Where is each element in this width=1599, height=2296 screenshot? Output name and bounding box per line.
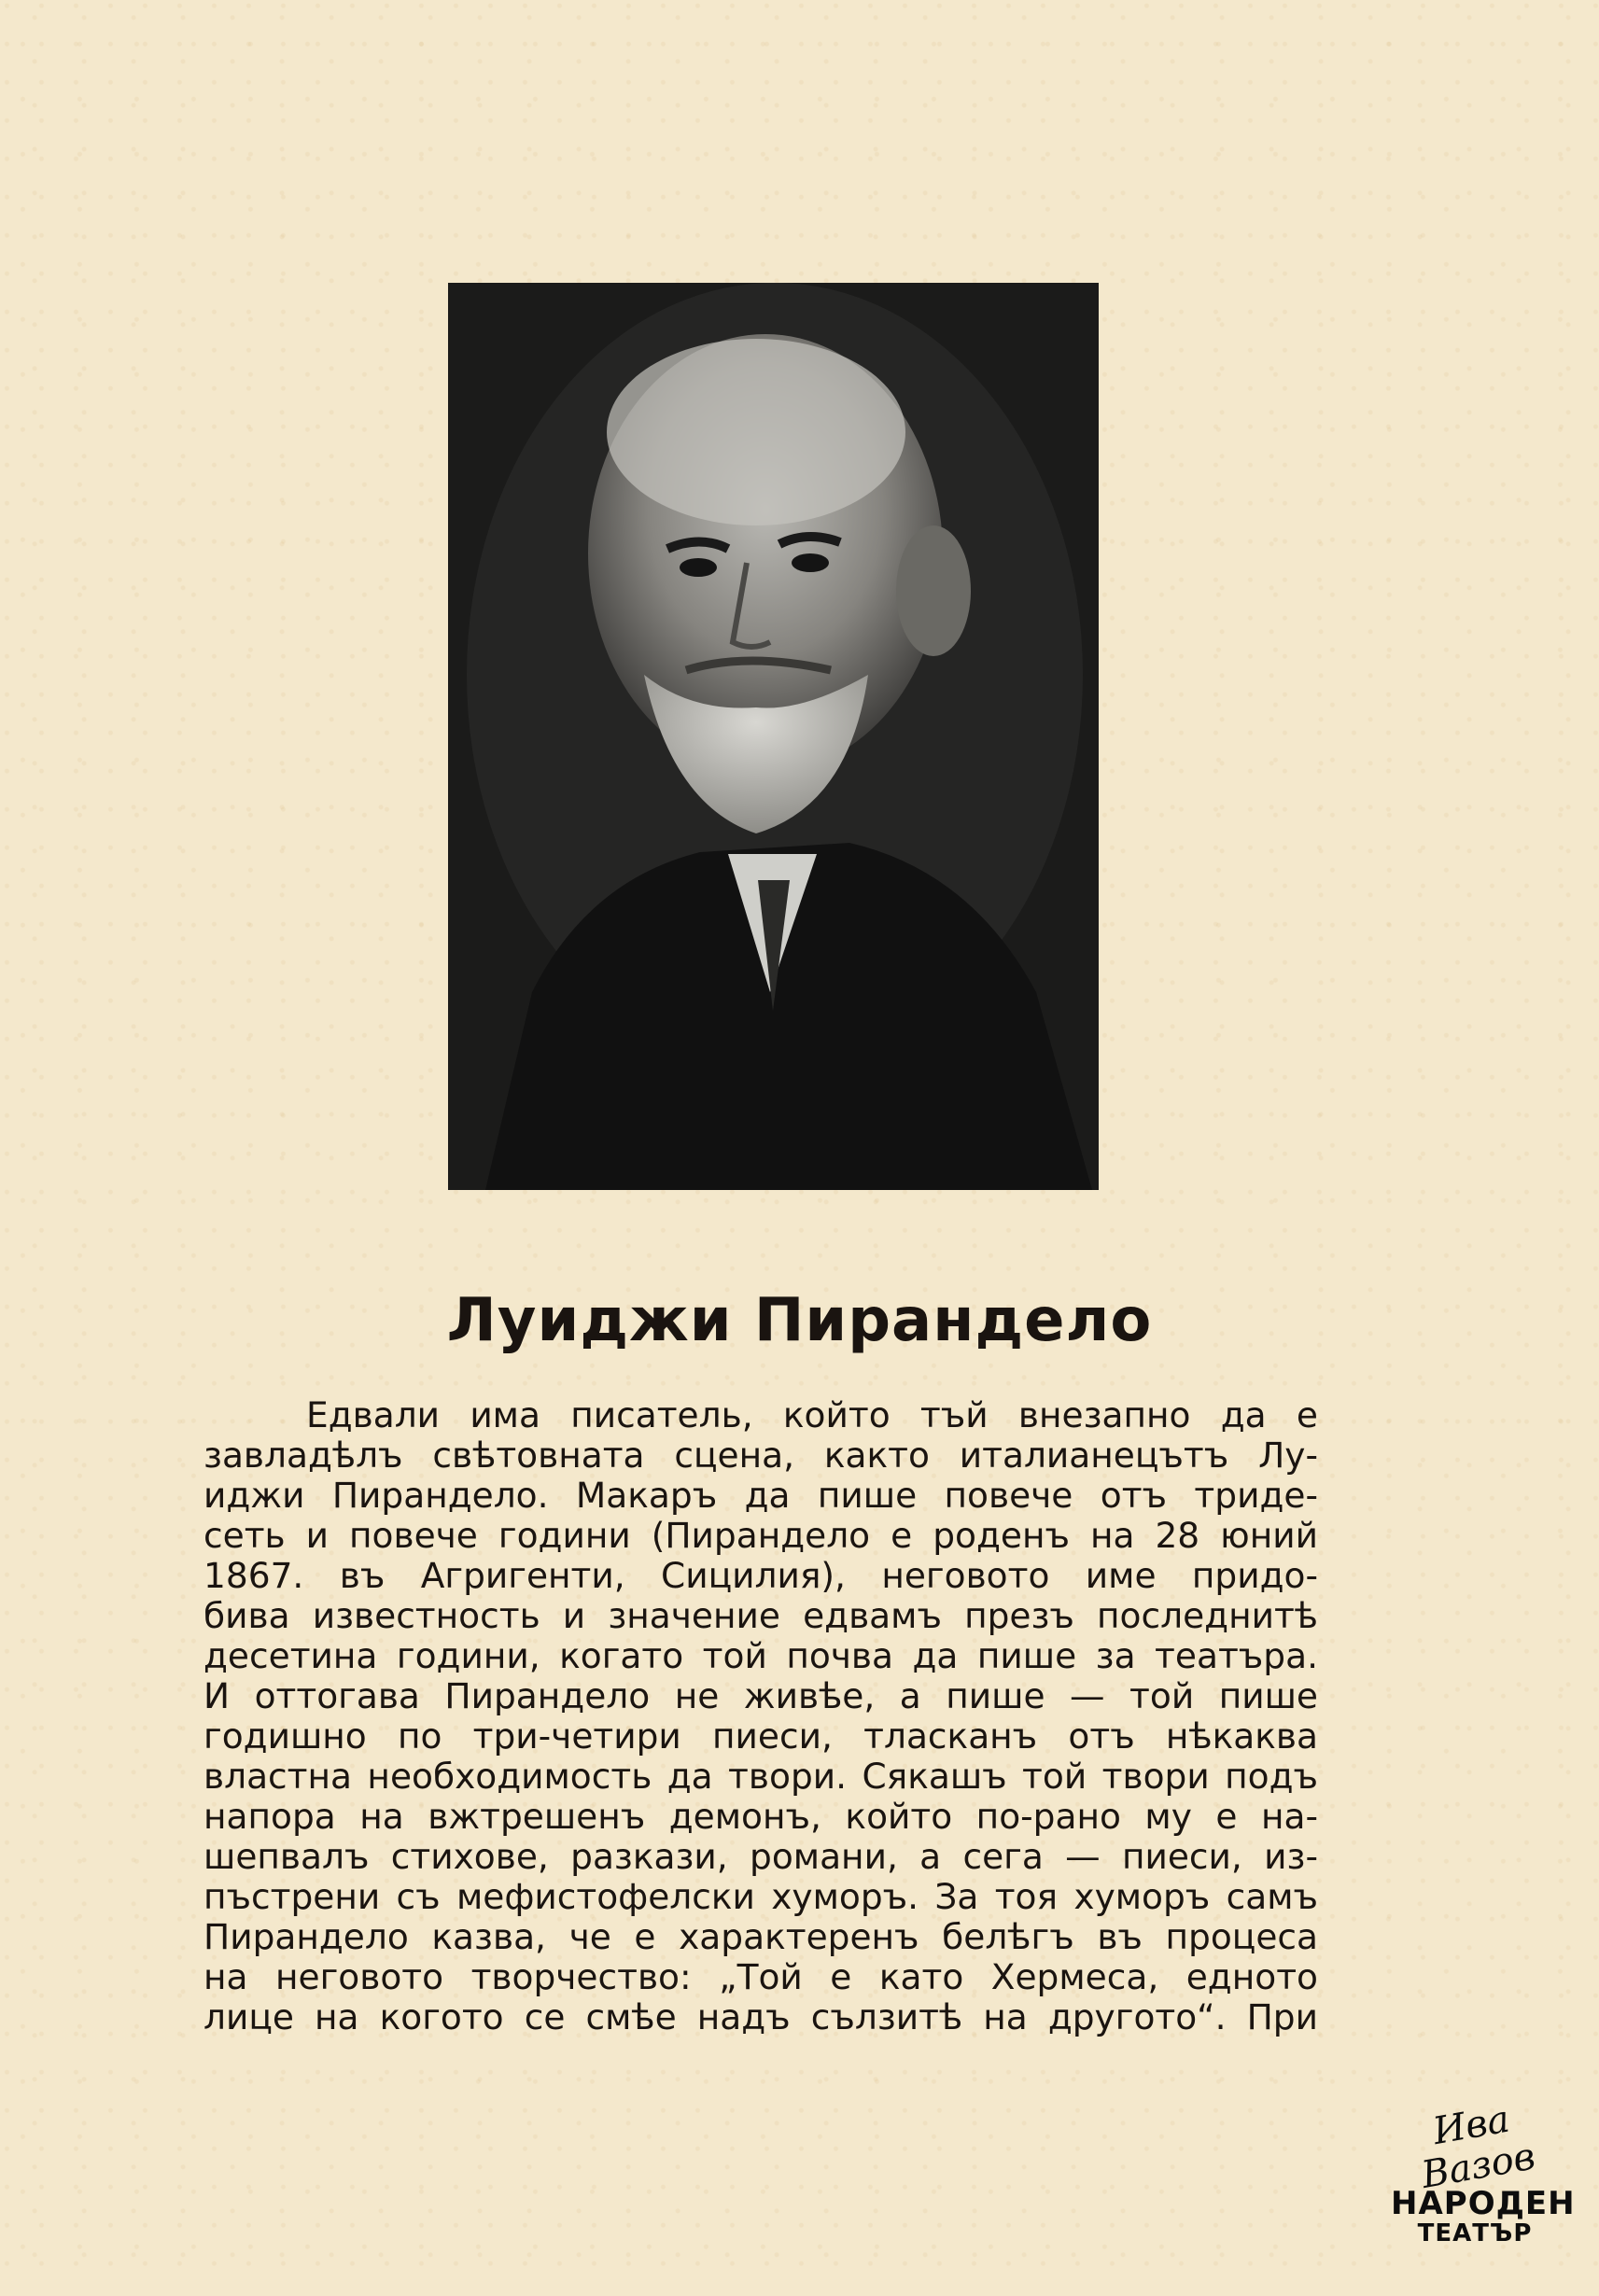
stamp-signature: Ива Вазов [1418,2097,1539,2197]
body-line: годишно по три-четири пиеси, тласканъ отъ нѣкаква [203,1715,1318,1757]
body-line: завладѣлъ свѣтовната сцена, както италианецътъ Лу- [203,1435,1318,1476]
body-line: сеть и повече години (Пирандело е роденъ на 28 юний [203,1515,1318,1556]
body-line: лице на когото се смѣе надъ сълзитѣ на другото“. При [203,1996,1318,2037]
body-line: Едвали има писатель, който тъй внезапно да е [306,1394,1318,1435]
stamp-line-1: НАРОДЕН [1391,2185,1576,2222]
body-line: иджи Пирандело. Макаръ да пише повече отъ триде- [203,1475,1318,1516]
body-line: шепвалъ стихове, разкази, романи, а сега — пиеси, из- [203,1836,1318,1877]
portrait-photo [448,283,1099,1190]
body-line: десетина години, когато той почва да пише за театъра. [203,1635,1318,1676]
portrait-illustration [448,283,1099,1190]
body-line: бива известность и значение едвамъ презъ последнитѣ [203,1595,1318,1636]
body-line: на неговото творчество: „Той е като Хермеса, едното [203,1956,1318,1997]
body-line: И оттогава Пирандело не живѣе, а пише — той пише [203,1675,1318,1716]
body-line: напора на вжтрешенъ демонъ, който по-рано му е на- [203,1796,1318,1837]
body-line: 1867. въ Агригенти, Сицилия), неговото име придо- [203,1555,1318,1596]
library-stamp [1391,2097,1576,2247]
article-body [203,1395,1318,2037]
body-line: пъстрени съ мефистофелски хуморъ. За тоя хуморъ самъ [203,1876,1318,1917]
stamp-line-2: ТЕАТЪР [1417,2219,1533,2247]
body-line: Пирандело казва, че е характеренъ белѣгъ въ процеса [203,1916,1318,1957]
article-title: Луиджи Пирандело [446,1286,1153,1355]
body-line: властна необходимость да твори. Сякашъ той твори подъ [203,1756,1318,1797]
